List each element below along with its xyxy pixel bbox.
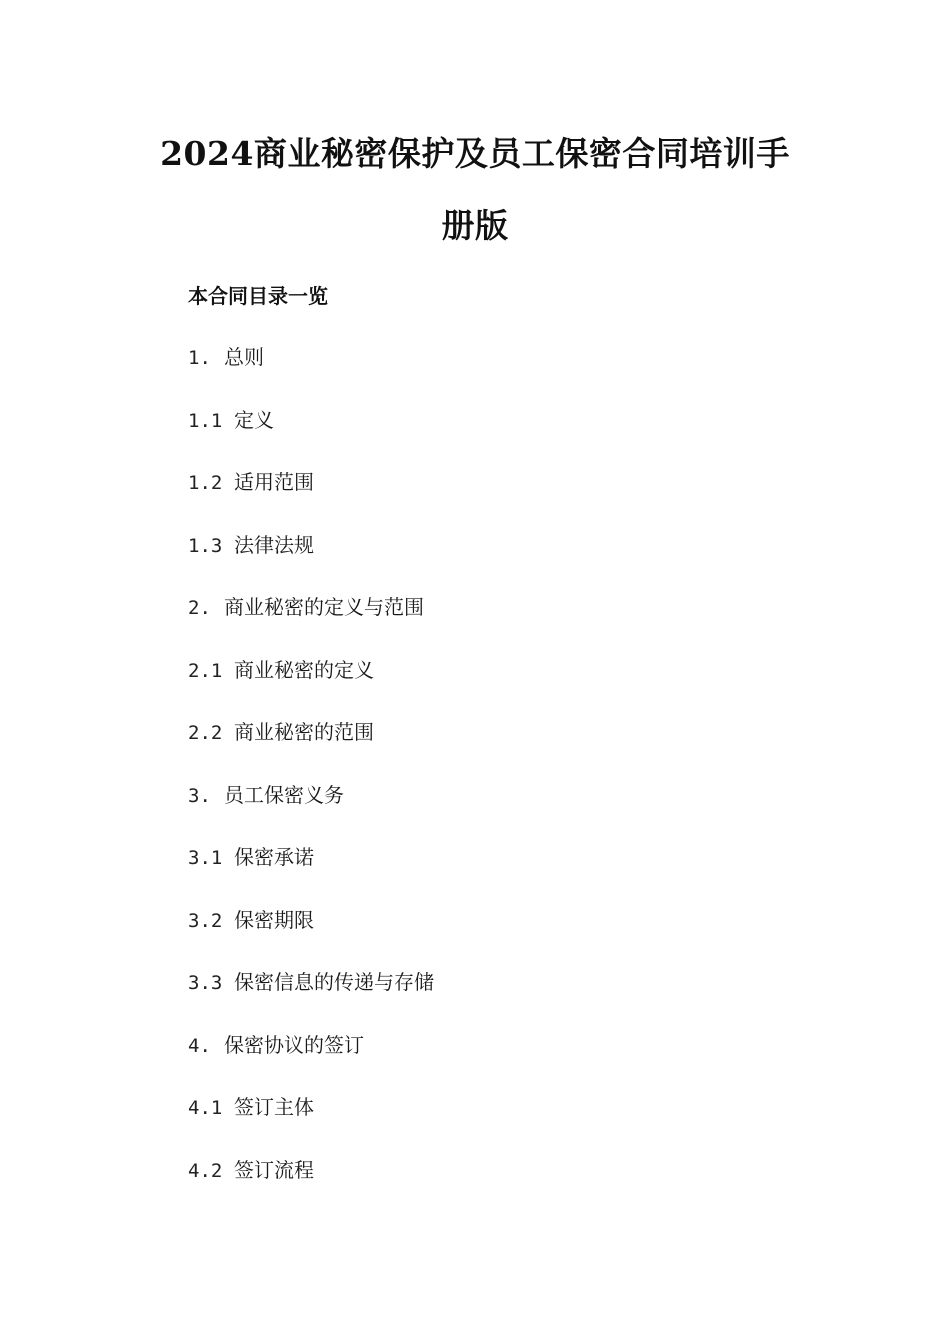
toc-entry-number: 1. — [188, 347, 211, 369]
toc-entry-number: 4.2 — [188, 1159, 223, 1182]
toc-entry-title: 定义 — [234, 407, 274, 432]
toc-entry — [188, 718, 434, 781]
toc-entry — [188, 343, 434, 406]
toc-entry-number: 4.1 — [188, 1097, 223, 1119]
toc-entry-title: 总则 — [224, 345, 264, 369]
toc-entry-title: 员工保密义务 — [224, 782, 344, 807]
toc-entry — [188, 843, 434, 906]
toc-entry-title: 商业秘密的定义与范围 — [224, 595, 424, 619]
toc-entry-title: 保密协议的签订 — [224, 1032, 364, 1057]
toc-entry-number: 1.3 — [188, 534, 223, 557]
toc-entry-number: 3.2 — [188, 909, 223, 932]
toc-entry — [188, 1093, 434, 1156]
document-title-line-1: 2024商业秘密保护及员工保密合同培训手 — [160, 134, 790, 173]
toc-entry-number: 3. — [188, 784, 211, 807]
toc-entry-title: 保密期限 — [234, 907, 314, 932]
toc-entry-number: 3.1 — [188, 847, 223, 869]
toc-entry — [188, 906, 434, 969]
toc-entry — [188, 468, 434, 531]
toc-entry-number: 2.2 — [188, 722, 223, 744]
table-of-contents — [188, 343, 434, 1218]
toc-entry-title: 保密承诺 — [234, 845, 314, 869]
toc-entry-title: 法律法规 — [234, 532, 314, 557]
toc-entry-title: 商业秘密的范围 — [234, 720, 374, 744]
toc-heading: 本合同目录一览 — [188, 284, 328, 308]
toc-entry — [188, 781, 434, 844]
toc-entry — [188, 593, 434, 656]
toc-entry — [188, 656, 434, 719]
toc-entry-title: 适用范围 — [234, 470, 314, 494]
toc-entry — [188, 1031, 434, 1094]
toc-entry — [188, 1156, 434, 1219]
toc-entry-number: 2.1 — [188, 659, 223, 682]
toc-entry-number: 3.3 — [188, 972, 223, 994]
toc-entry-number: 1.2 — [188, 472, 223, 494]
toc-entry-number: 1.1 — [188, 409, 223, 432]
toc-entry — [188, 406, 434, 469]
document-title-line-2: 册版 — [441, 206, 509, 245]
toc-entry-number: 2. — [188, 597, 211, 619]
toc-entry-number: 4. — [188, 1034, 211, 1057]
toc-entry-title: 签订流程 — [234, 1157, 314, 1182]
toc-entry — [188, 531, 434, 594]
toc-entry-title: 商业秘密的定义 — [234, 657, 374, 682]
toc-entry-title: 签订主体 — [234, 1095, 314, 1119]
toc-entry-title: 保密信息的传递与存储 — [234, 970, 434, 994]
toc-entry — [188, 968, 434, 1031]
